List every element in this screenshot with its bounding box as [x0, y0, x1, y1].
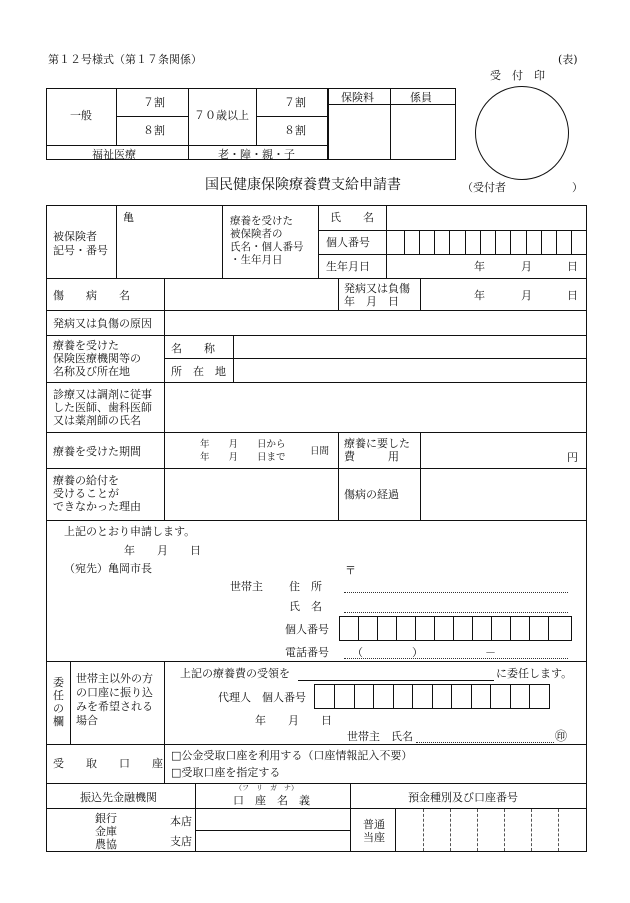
- doctor-label: 診療又は調剤に従事 した医師、歯科医師 又は薬剤師の氏名: [53, 388, 152, 427]
- phone-input[interactable]: [344, 658, 568, 659]
- agent-pnum-input[interactable]: [314, 684, 550, 709]
- delegation-text-1: 上記の療養費の受領を: [180, 667, 290, 680]
- account-holder-input[interactable]: [196, 831, 349, 851]
- welfare-label: 福祉医療: [92, 148, 136, 161]
- phone-dash: －: [485, 646, 496, 659]
- receiver-field[interactable]: （受付者 ）: [462, 181, 583, 194]
- insured-number-label: 被保険者 記号・番号: [53, 230, 108, 257]
- householder-pnum-label: 個人番号: [285, 623, 329, 636]
- period-label: 療養を受けた期間: [53, 445, 141, 458]
- progress-label: 傷病の経過: [344, 488, 399, 501]
- receipt-stamp-circle: [475, 86, 569, 180]
- birth-month-unit: 月: [521, 260, 532, 273]
- householder-name-label: 氏 名: [289, 600, 322, 613]
- kame-prefix: 亀: [123, 211, 134, 224]
- insured-number-input[interactable]: [140, 206, 221, 277]
- rate-8-senior: ８割: [284, 124, 306, 137]
- apply-statement: 上記のとおり申請します。: [64, 525, 196, 538]
- householder-pnum-input[interactable]: [339, 616, 572, 641]
- phone-paren-open: （: [352, 646, 363, 659]
- doctor-name-input[interactable]: [165, 383, 586, 431]
- period-from[interactable]: 年 月 日から: [200, 439, 286, 450]
- personal-number-label: 個人番号: [326, 236, 370, 249]
- apply-date[interactable]: 年 月 日: [124, 544, 201, 557]
- facility-name-label: 名 称: [171, 342, 215, 355]
- onset-date-label: 発病又は負傷 年 月 日: [344, 282, 410, 308]
- cause-label: 発病又は負傷の原因: [53, 317, 152, 330]
- recipient-label: 療養を受けた 被保険者の 氏名・個人番号 ・生年月日: [230, 215, 304, 266]
- staff-label: 係員: [410, 91, 432, 104]
- cost-yen-unit: 円: [567, 451, 578, 464]
- birth-day-unit: 日: [567, 260, 578, 273]
- rate-7-general: ７割: [143, 96, 165, 109]
- seal-mark: ㊞: [555, 729, 568, 743]
- cost-label: 療養に要した 費 用: [344, 437, 410, 463]
- personal-number-input[interactable]: [404, 231, 587, 254]
- name-label: 氏 名: [330, 211, 374, 224]
- address-input[interactable]: [344, 592, 568, 593]
- account-holder-furigana-input[interactable]: [196, 809, 349, 829]
- form-side-label: (表): [558, 53, 578, 66]
- agent-pnum-label: 代理人 個人番号: [218, 691, 306, 704]
- bank-institution-label: 振込先金融機関: [80, 791, 157, 804]
- premium-label: 保険料: [341, 91, 374, 104]
- rate-8-general: ８割: [143, 124, 165, 137]
- account-number-input[interactable]: [396, 809, 586, 851]
- furigana-label: （フ リ ガ ナ）: [235, 784, 298, 792]
- form-title: 国民健康保険療養費支給申請書: [205, 177, 401, 193]
- delegation-date[interactable]: 年 月 日: [255, 714, 332, 727]
- postal-mark: 〒: [345, 564, 356, 577]
- progress-input[interactable]: [421, 469, 586, 519]
- delegation-description: 世帯主以外の方 の口座に振り込 みを希望される 場合: [76, 672, 153, 727]
- stamp-label: 受 付 印: [490, 69, 545, 82]
- branch-label: 支店: [170, 835, 192, 848]
- main-branch-label: 本店: [170, 815, 192, 828]
- delegate-name-line[interactable]: [298, 680, 494, 681]
- ippan-label: 一般: [70, 109, 92, 122]
- addressee: （宛先）亀岡市長: [64, 562, 152, 575]
- birth-year-unit: 年: [474, 260, 485, 273]
- facility-name-input[interactable]: [234, 336, 586, 358]
- delegation-householder-label: 世帯主 氏名: [347, 730, 413, 743]
- rate-7-senior: ７割: [284, 96, 306, 109]
- bank-type-list: 銀行 金庫 農協: [95, 812, 117, 851]
- recipient-name-input[interactable]: [387, 206, 586, 230]
- form-number: 第１２号様式（第１７条関係）: [48, 53, 202, 66]
- facility-address-label: 所 在 地: [171, 365, 226, 378]
- cause-input[interactable]: [165, 311, 586, 334]
- facility-address-input[interactable]: [234, 359, 586, 381]
- delegation-text-2: に委任します。: [496, 667, 573, 680]
- specify-account-option[interactable]: □受取口座を指定する: [171, 766, 281, 779]
- onset-day-unit: 日: [567, 289, 578, 302]
- account-label: 受 取 口 座: [53, 757, 163, 770]
- account-type-number-label: 預金種別及び口座番号: [408, 791, 518, 804]
- birth-date-label: 生年月日: [326, 260, 370, 273]
- address-label: 住 所: [289, 580, 322, 593]
- injury-name-label: 傷 病 名: [53, 289, 130, 302]
- account-holder-label: 口 座 名 義: [233, 794, 310, 807]
- category-label: 老・障・親・子: [218, 148, 295, 161]
- delegation-side-label: 委任の欄: [53, 676, 64, 728]
- deposit-type-options[interactable]: 普通 当座: [363, 818, 385, 844]
- period-to[interactable]: 年 月 日まで: [200, 452, 286, 463]
- householder-label: 世帯主: [230, 580, 263, 593]
- cost-input[interactable]: [421, 433, 586, 467]
- phone-paren-close: ）: [412, 646, 423, 659]
- facility-label: 療養を受けた 保険医療機関等の 名称及び所在地: [53, 339, 141, 378]
- age70-label: ７０歳以上: [194, 109, 249, 122]
- period-days-unit: 日間: [310, 446, 330, 457]
- onset-year-unit: 年: [474, 289, 485, 302]
- onset-month-unit: 月: [521, 289, 532, 302]
- public-account-option[interactable]: □公金受取口座を利用する（口座情報記入不要）: [171, 749, 413, 762]
- reason-label: 療養の給付を 受けることが できなかった理由: [53, 474, 141, 513]
- phone-label: 電話番号: [285, 646, 329, 659]
- householder-name-input[interactable]: [344, 612, 568, 613]
- reason-input[interactable]: [165, 469, 337, 519]
- delegation-householder-input[interactable]: [416, 742, 554, 743]
- injury-name-input[interactable]: [165, 279, 337, 309]
